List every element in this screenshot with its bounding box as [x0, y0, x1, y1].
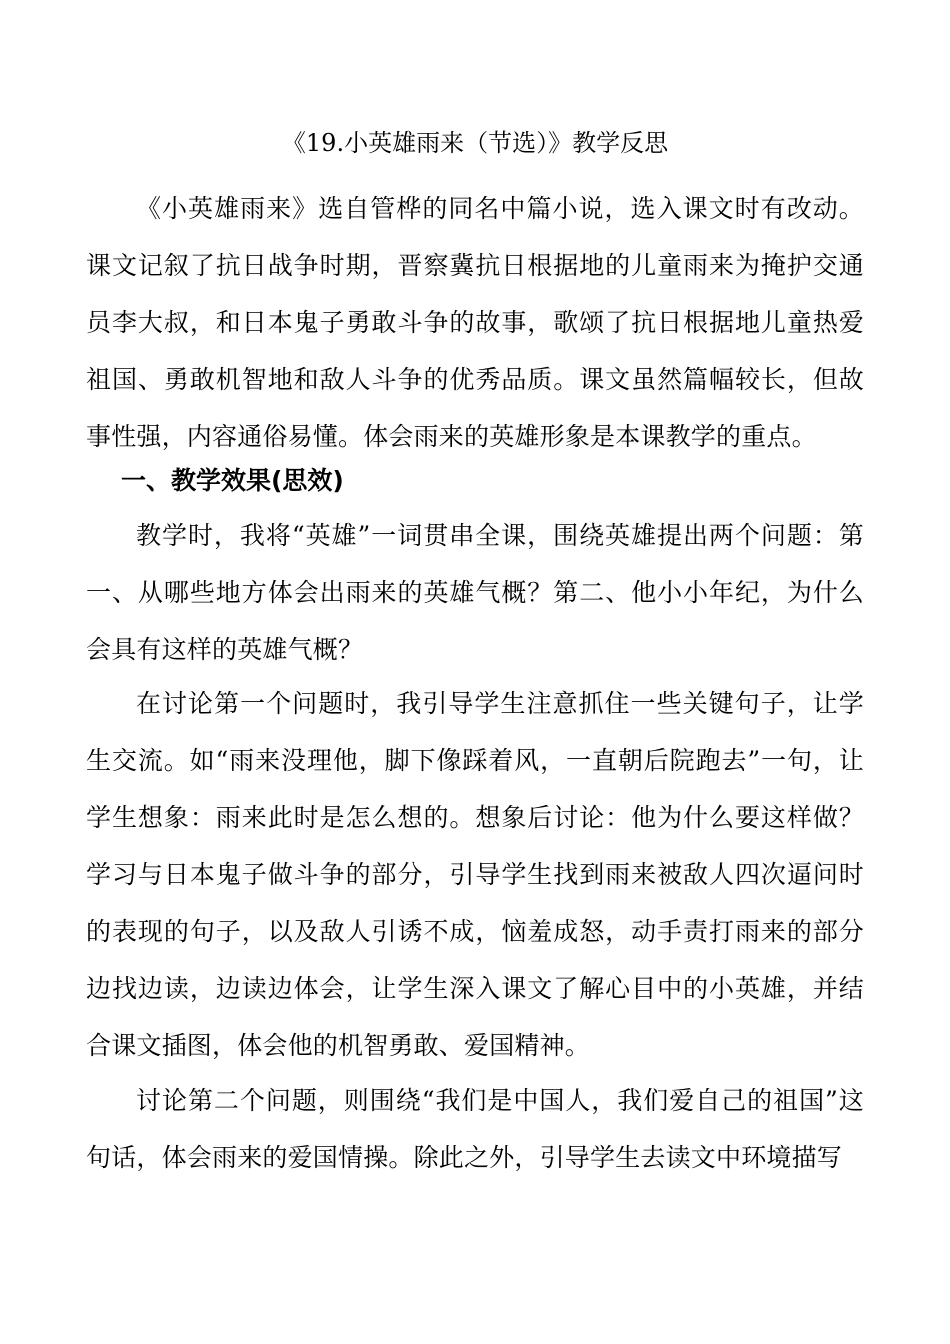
section-heading-block [86, 452, 864, 509]
paragraph-first-question: 在讨论第一个问题时，我引导学生注意抓住一些关键句子，让学生交流。如“雨来没理他，脚下像踩着风，一直朝后院跑去”一句，让学生想象：雨来此时是怎么想的。想象后讨论：他为什么要这样做？学习与日本鬼子做斗争的部分，引导学生找到雨来被敌人四次逼问时的表现的句子，以及敌人引诱不成，恼羞成怒，动手责打雨来的部分边找边读，边读边体会，让学生深入课文了解心目中的小英雄，并结合课文插图，体会他的机智勇敢、爱国精神。 [86, 689, 864, 1060]
paragraph-two-questions: 教学时，我将“英雄”一词贯串全课，围绕英雄提出两个问题：第一、从哪些地方体会出雨来的英雄气概？第二、他小小年纪，为什么会具有这样的英雄气概？ [86, 521, 864, 664]
section-heading-teaching-effect: 一、教学效果(思效) [121, 466, 344, 495]
section-paragraph-block-3 [86, 1072, 864, 1186]
intro-block [86, 180, 864, 465]
page-title: 《19.小英雄雨来（节选）》教学反思 [281, 129, 669, 157]
section-paragraph-block-2 [86, 675, 864, 1074]
paragraph-second-question: 讨论第二个问题，则围绕“我们是中国人，我们爱自己的祖国”这句话，体会雨来的爱国情操。除此之外，引导学生去读文中环境描写 [86, 1086, 864, 1172]
intro-paragraph: 《小英雄雨来》选自管桦的同名中篇小说，选入课文时有改动。课文记叙了抗日战争时期，晋察冀抗日根据地的儿童雨来为掩护交通员李大叔，和日本鬼子勇敢斗争的故事，歌颂了抗日根据地儿童热爱祖国、勇敢机智地和敌人斗争的优秀品质。课文虽然篇幅较长，但故事性强，内容通俗易懂。体会雨来的英雄形象是本课教学的重点。 [86, 194, 864, 451]
section-paragraph-block-1 [86, 507, 864, 678]
